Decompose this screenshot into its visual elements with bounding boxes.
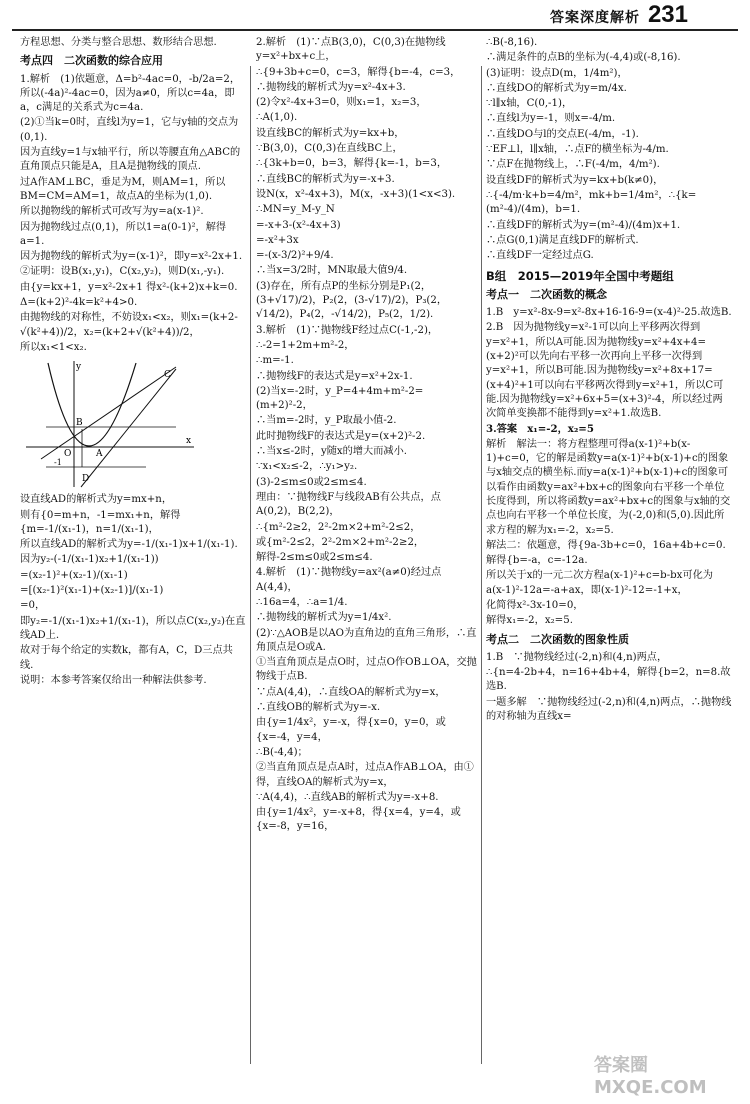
answer-paragraph: 解得x₁=-2，x₂=5.: [486, 615, 573, 627]
answer-paragraph: ∴{9+3b+c=0，c=3，解得{b=-4，c=3，: [256, 66, 461, 78]
answer-paragraph: 设直线AD的解析式为y=mx+n，: [20, 494, 173, 506]
answer-paragraph: (3)证明：设点D(m，1/4m²)，: [486, 67, 628, 79]
answer-paragraph: ∴{n=4-2b+4，n=16+4b+4，解得{b=2，n=8.故选B.: [486, 667, 731, 693]
column-divider: [250, 66, 251, 1064]
answer-paragraph: 解得{b=-a，c=-12a.: [486, 555, 588, 567]
answer-paragraph: ∵EF⊥l，l∥x轴，∴点F的横坐标为-4/m.: [486, 144, 669, 156]
answer-paragraph: Δ=(k+2)²-4k=k²+4>0.: [20, 297, 138, 309]
column-2: [256, 36, 478, 1064]
answer-paragraph: (2)当x=-2时，y_P=4+4m+m²-2=(m+2)²-2，: [256, 385, 424, 412]
answer-paragraph: 由{y=1/4x²，y=-x，得{x=0，y=0，或{x=-4，y=4，: [256, 717, 446, 743]
answer-paragraph: 所以抛物线的解析式可改写为y=a(x-1)².: [20, 206, 204, 218]
label-B: B: [76, 418, 83, 429]
answer-paragraph: 所以关于x的一元二次方程a(x-1)²+c=b-bx可化为a(x-1)²-12a=-a+ax，即(x-1)²-12=-1+x，: [486, 570, 713, 596]
label-A: A: [96, 449, 103, 460]
answer-paragraph: 设直线DF的解析式为y=kx+b(k≠0)，: [486, 174, 664, 186]
answer-paragraph: (3)存在，所有点P的坐标分别是P₁(2，(3+√17)/2)，P₂(2，(3-√17)/2)，P₃(2，√14/2)，P₄(2，-√14/2)，P₅(2，1/2).: [256, 280, 448, 321]
answer-paragraph: 一题多解 ∵抛物线经过(-2,n)和(4,n)两点，∴抛物线的对称轴为直线x=: [486, 696, 732, 723]
answer-paragraph: ②当直角顶点是点A时，过点A作AB⊥OA，由①得，直线OA的解析式为y=x，: [256, 762, 474, 788]
answer-paragraph: ①当直角顶点是点O时，过点O作OB⊥OA，交抛物线于点B.: [256, 657, 477, 683]
answer-paragraph: 则有{0=m+n，-1=mx₁+n，解得{m=-1/(x₁-1)，n=1/(x₁-1)，: [20, 509, 181, 535]
answer-paragraph: ∴直线l为y=-1，则x=-4/m.: [486, 113, 616, 125]
answer-paragraph: ∴满足条件的点B的坐标为(-4,4)或(-8,16).: [486, 52, 681, 64]
answer-paragraph: ∴直线DF的解析式为y=(m²-4)/(4m)x+1.: [486, 219, 681, 231]
answer-paragraph: ∴{3k+b=0，b=3，解得{k=-1，b=3，: [256, 158, 448, 170]
watermark-logo: [594, 1055, 744, 1102]
answer-paragraph: 1.B ∵抛物线经过(-2,n)和(4,n)两点，: [486, 651, 668, 663]
answer-paragraph: ∴抛物线的解析式为y=1/4x².: [256, 612, 392, 624]
answer-paragraph: ∴m=-1.: [256, 355, 294, 367]
answer-paragraph: =0，: [20, 600, 46, 612]
answer-paragraph: =(x₂-1)²+(x₂-1)/(x₁-1): [20, 569, 128, 581]
label-D: D: [82, 474, 90, 485]
answer-paragraph: ∴直线DO的解析式为y=m/4x.: [486, 82, 627, 94]
answer-paragraph: 1.解析 (1)依题意，Δ=b²-4ac=0，-b/2a=2，所以(-4a)²-4ac=0，因为a≠0，所以c=4a，即a，c满足的关系式为c=4a.: [20, 73, 241, 114]
answer-paragraph: ∴{-4/m·k+b=4/m²，mk+b=1/4m²，∴{k=(m²-4)/(4m)，b=1.: [486, 189, 697, 216]
answer-paragraph: (2)①当k=0时，直线l为y=1，它与y轴的交点为(0,1).: [20, 117, 239, 143]
header-title: 答案深度解析: [550, 10, 640, 26]
label-x: x: [186, 436, 192, 447]
answer-paragraph: ∴B(-8,16).: [486, 37, 538, 48]
intro-text: 方程思想、分类与整合思想、数形结合思想.: [20, 37, 217, 48]
answer-paragraph: 即y₂=-1/(x₁-1)x₂+1/(x₁-1)，所以点C(x₂,y₂)在直线AD上.: [20, 615, 246, 641]
parabola-graph: [26, 359, 196, 489]
label-minus-1: -1: [54, 458, 62, 468]
answer-paragraph: 或{m²-2≤2，2²-2m×2+m²-2≥2，: [256, 536, 425, 548]
answer-paragraph: 设直线BC的解析式为y=kx+b，: [256, 127, 405, 139]
label-C: C: [164, 370, 171, 381]
answer-paragraph: =-x²+3x: [256, 234, 299, 246]
answer-paragraph: ②证明：设B(x₁,y₁)，C(x₂,y₂)，则D(x₁,-y₁).: [20, 266, 225, 278]
answer-paragraph: 所以x₁<1<x₂.: [20, 341, 87, 353]
answer-paragraph: =-(x-3/2)²+9/4.: [256, 250, 334, 262]
answer-paragraph: ∴A(1,0).: [256, 112, 298, 124]
label-y: y: [76, 362, 82, 373]
page-header: [0, 0, 750, 30]
answer-paragraph: ∴直线DF一定经过点G.: [486, 250, 594, 262]
answer-paragraph: 因为直线y=1与x轴平行，所以等腰直角△ABC的直角顶点只能是A，且A是抛物线的顶点.: [20, 147, 241, 173]
answer-paragraph: 由抛物线的对称性，不妨设x₁<x₂，则x₁=(k+2-√(k²+4))/2，x₂=(k+2+√(k²+4))/2，: [20, 312, 238, 338]
column-3: [486, 36, 732, 1064]
answer-paragraph: ∵A(4,4)，∴直线AB的解析式为y=-x+8.: [256, 791, 439, 803]
answer-paragraph: 因为y₂-(-1/(x₁-1)x₂+1/(x₁-1)): [20, 554, 159, 566]
page-number: 231: [647, 1, 688, 28]
answer-label: 3.答案 x₁=-2，x₂=5: [486, 423, 594, 436]
label-O: O: [64, 449, 72, 460]
answer-paragraph: 1.B y=x²-8x-9=x²-8x+16-16-9=(x-4)²-25.故选B.: [486, 307, 732, 319]
answer-paragraph: ∴当x≤-2时，y随x的增大而减小.: [256, 446, 408, 458]
answer-paragraph: ∵点A(4,4)，∴直线OA的解析式为y=x，: [256, 686, 446, 698]
answer-paragraph: =[(x₂-1)²(x₁-1)+(x₂-1)]/(x₁-1): [20, 585, 164, 597]
answer-paragraph: ∵x₁<x₂≤-2，∴y₁>y₂.: [256, 461, 358, 473]
answer-paragraph: ∴MN=y_M-y_N: [256, 204, 335, 216]
answer-paragraph: 因为抛物线的解析式为y=(x-1)²，即y=x²-2x+1.: [20, 251, 243, 263]
answer-paragraph: ∴抛物线的解析式为y=x²-4x+3.: [256, 81, 406, 93]
answer-paragraph: (2)令x²-4x+3=0，则x₁=1，x₂=3，: [256, 97, 427, 109]
watermark-text: 答案圈 MXQE.COM: [594, 1055, 707, 1098]
answer-paragraph: 因为抛物线过点(0,1)，所以1=a(0-1)²，解得a=1.: [20, 221, 227, 247]
note-text: 说明：本参考答案仅给出一种解法供参考.: [20, 674, 207, 686]
answer-paragraph: 由{y=1/4x²，y=-x+8，得{x=4，y=4，或{x=-8，y=16，: [256, 807, 461, 833]
column-1: [20, 36, 246, 1064]
answer-paragraph: 由{y=kx+1，y=x²-2x+1 得x²-(k+2)x+k=0.: [20, 281, 238, 293]
answer-paragraph: 故对于每个给定的实数k，都有A，C，D三点共线.: [20, 645, 233, 671]
answer-paragraph: ∵B(3,0)，C(0,3)在直线BC上，: [256, 143, 403, 155]
answer-paragraph: 3.解析 (1)∵抛物线F经过点C(-1,-2)，: [256, 324, 439, 336]
answer-paragraph: 化简得x²-3x-10=0，: [486, 599, 584, 611]
answer-paragraph: 此时抛物线F的表达式是y=(x+2)²-2.: [256, 430, 426, 442]
answer-paragraph: ∴-2=1+2m+m²-2，: [256, 339, 355, 351]
section-heading: 考点一 二次函数的概念: [486, 287, 607, 301]
answer-paragraph: 所以直线AD的解析式为y=-1/(x₁-1)x+1/(x₁-1).: [20, 539, 238, 551]
answer-paragraph: 4.解析 (1)∵抛物线y=ax²(a≠0)经过点A(4,4)，: [256, 567, 442, 593]
answer-paragraph: 解析 解法一：将方程整理可得a(x-1)²+b(x-1)+c=0，它的解是函数y=a(x-1)²+b(x-1)+c的图象与x轴交点的横坐标.而y=a(x-1)²+b(x-1)+c的图象可以看作由函数y=ax²+bx+c的图象向右平移一个单位长度得到，所以将函数y=ax²+bx+c的图象与x轴的交点也向右平移一个单位长度，为(-2,0)和(5,0).因此所求方程的解为x₁=-2，x₂=5.: [486, 438, 731, 536]
answer-paragraph: 设N(x，x²-4x+3)，M(x，-x+3)(1<x<3).: [256, 188, 456, 200]
answer-paragraph: 过A作AM⊥BC，垂足为M，则AM=1，所以BM=CM=AM=1，故点A的坐标为(1,0).: [20, 176, 226, 202]
section-heading: 考点四 二次函数的综合应用: [20, 54, 163, 68]
answer-paragraph: ∴直线BC的解析式为y=-x+3.: [256, 173, 395, 185]
answer-paragraph: ∴{m²-2≥2，2²-2m×2+m²-2≤2，: [256, 521, 421, 533]
answer-paragraph: ∴直线DO与l的交点E(-4/m，-1).: [486, 128, 639, 140]
answer-paragraph: ∴16a=4，∴a=1/4.: [256, 596, 348, 608]
answer-paragraph: ∴当x=3/2时，MN取最大值9/4.: [256, 265, 408, 277]
answer-paragraph: ∴抛物线F的表达式是y=x²+2x-1.: [256, 370, 413, 382]
header-rule: [12, 29, 738, 31]
line-l: [41, 367, 176, 459]
answer-paragraph: ∵点F在抛物线上，∴F(-4/m，4/m²).: [486, 159, 660, 171]
answer-paragraph: ∵l∥x轴，C(0,-1)，: [486, 98, 573, 110]
answer-paragraph: 2.B 因为抛物线y=x²-1可以向上平移两次得到y=x²+1，所以A可能.因为抛物线y=x²+4x+4=(x+2)²可以先向右平移一次再向上平移一次得到y=x²+1，所以B可能.因为抛物线y=x²+8x+17=(x+4)²+1可以向右平移两次得到y=x²+1，所以C可能.因为抛物线y=x²+6x+5=(x+3)²-4，所以经过两次简单变换都不能得到y=x²+1.故选B.: [486, 322, 724, 420]
answer-paragraph: 理由：∵抛物线F与线段AB有公共点，点A(0,2)，B(2,2)，: [256, 491, 441, 518]
section-heading: 考点二 二次函数的图象性质: [486, 632, 629, 646]
answer-paragraph: 解法二：依题意，得{9a-3b+c=0，16a+4b+c=0.: [486, 539, 726, 551]
answer-paragraph: ∴直线OB的解析式为y=-x.: [256, 702, 381, 714]
column-divider: [481, 66, 482, 1064]
parabola-curve: [48, 363, 136, 446]
answer-paragraph: (3)-2≤m≤0或2≤m≤4.: [256, 476, 367, 488]
answer-paragraph: =-x+3-(x²-4x+3): [256, 219, 341, 231]
group-heading: B组 2015—2019年全国中考题组: [486, 269, 674, 284]
answer-paragraph: ∴点G(0,1)满足直线DF的解析式.: [486, 234, 639, 246]
answer-paragraph: 解得-2≤m≤0或2≤m≤4.: [256, 552, 373, 564]
answer-paragraph: ∴当m=-2时，y_P取最小值-2.: [256, 415, 397, 427]
answer-paragraph: 2.解析 (1)∵点B(3,0)，C(0,3)在抛物线y=x²+bx+c上，: [256, 37, 446, 63]
answer-paragraph: (2)∵△AOB是以AO为直角边的直角三角形，∴直角顶点是O或A.: [256, 627, 477, 653]
answer-paragraph: ∴B(-4,4)；: [256, 746, 308, 758]
